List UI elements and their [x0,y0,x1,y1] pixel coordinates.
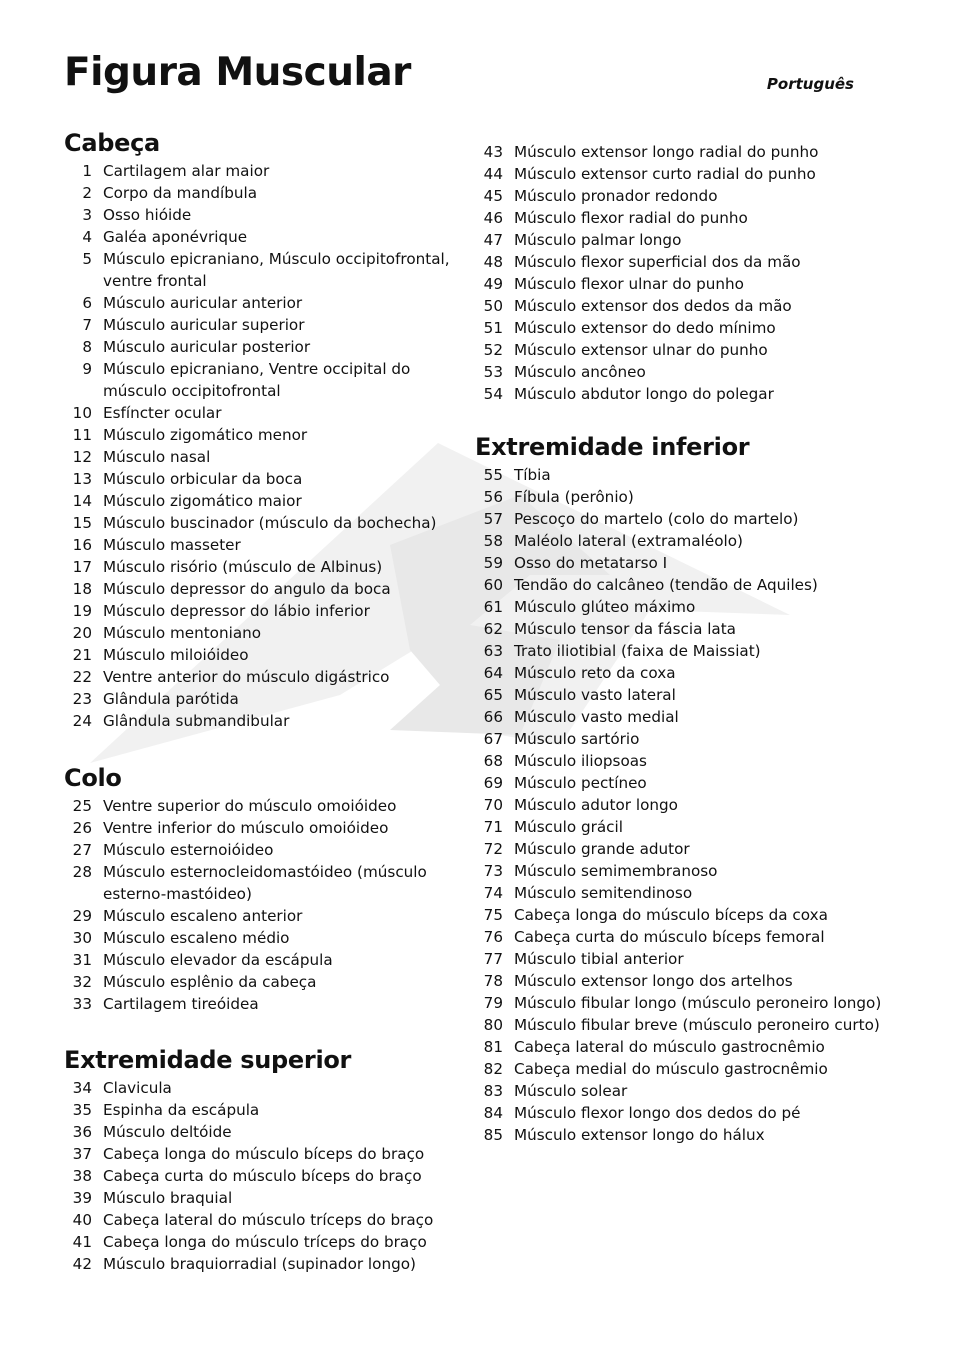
list-item [475,684,895,706]
item-number: 16 [72,536,92,554]
item-label: Músculo orbicular da boca [103,470,303,488]
item-label: Músculo grande adutor [514,840,690,858]
item-number: 33 [72,995,92,1013]
item-number: 23 [72,690,92,708]
item-number: 18 [72,580,92,598]
item-label: Músculo masseter [103,536,241,554]
item-number: 75 [483,906,503,924]
item-number: 80 [483,1016,503,1034]
list-item [475,882,895,904]
section-colo [64,761,464,1015]
list-item [64,424,464,446]
item-label: Músculo escaleno médio [103,929,290,947]
list-item [64,204,464,226]
item-label: Osso hióide [103,206,192,224]
item-number: 46 [483,209,503,227]
item-number: 49 [483,275,503,293]
item-label: Cabeça lateral do músculo gastrocnêmio [514,1038,825,1056]
item-label: Músculo flexor ulnar do punho [514,275,744,293]
list-item [64,534,464,556]
list-item [64,556,464,578]
item-label: Músculo flexor radial do punho [514,209,748,227]
item-label: Cabeça curta do músculo bíceps do braço [103,1167,422,1185]
item-number: 47 [483,231,503,249]
item-label: Fíbula (perônio) [514,488,634,506]
item-number: 3 [82,206,92,224]
section-extremidade-inferior [475,430,895,1146]
item-label: Músculo miloióideo [103,646,249,664]
item-number: 6 [82,294,92,312]
list-item [64,446,464,468]
item-label: Cartilagem tireóidea [103,995,259,1013]
list-item [475,662,895,684]
item-number: 45 [483,187,503,205]
list-item [475,207,895,229]
item-number: 27 [72,841,92,859]
item-number: 8 [82,338,92,356]
item-label: Cabeça medial do músculo gastrocnêmio [514,1060,828,1078]
item-number: 55 [483,466,503,484]
item-list [64,795,464,1015]
item-label: Músculo braquiorradial (supinador longo) [103,1255,416,1273]
list-item [64,336,464,358]
item-label: Músculo depressor do lábio inferior [103,602,370,620]
list-item [64,1187,464,1209]
list-item [64,292,464,314]
list-item [475,508,895,530]
list-item [475,640,895,662]
list-item [475,317,895,339]
item-label: Músculo zigomático menor [103,426,308,444]
item-number: 81 [483,1038,503,1056]
item-number: 42 [72,1255,92,1273]
item-label: Músculo nasal [103,448,211,466]
item-number: 53 [483,363,503,381]
item-label: Cabeça curta do músculo bíceps femoral [514,928,825,946]
item-label: Cabeça longa do músculo bíceps do braço [103,1145,425,1163]
item-label: Músculo elevador da escápula [103,951,333,969]
item-label: Maléolo lateral (extramaléolo) [514,532,743,550]
item-number: 54 [483,385,503,403]
item-label: Trato iliotibial (faixa de Maissiat) [514,642,761,660]
item-label: Músculo solear [514,1082,628,1100]
list-item [64,949,464,971]
item-number: 10 [72,404,92,422]
item-number: 7 [82,316,92,334]
item-label: Glândula parótida [103,690,239,708]
item-label: Músculo auricular superior [103,316,305,334]
item-label: Músculo esternocleidomastóideo (músculo esterno-mastóideo) [103,863,427,903]
list-item [64,182,464,204]
item-label: Músculo sartório [514,730,640,748]
item-label: Músculo escaleno anterior [103,907,303,925]
item-label: Músculo palmar longo [514,231,682,249]
item-number: 59 [483,554,503,572]
item-number: 57 [483,510,503,528]
item-list [475,141,895,405]
item-label: Músculo semimembranoso [514,862,718,880]
list-item [475,273,895,295]
list-item [64,358,464,402]
list-item [475,464,895,486]
list-item [475,948,895,970]
item-number: 13 [72,470,92,488]
section-cabeca [64,126,464,732]
item-number: 39 [72,1189,92,1207]
item-list [64,1077,464,1275]
item-number: 48 [483,253,503,271]
item-number: 1 [82,162,92,180]
item-label: Músculo braquial [103,1189,233,1207]
page-title: Figura Muscular [64,50,411,95]
item-label: Clavicula [103,1079,172,1097]
item-label: Tíbia [514,466,551,484]
list-item [475,552,895,574]
item-label: Músculo depressor do angulo da boca [103,580,391,598]
item-label: Músculo auricular posterior [103,338,311,356]
item-label: Músculo flexor longo dos dedos do pé [514,1104,801,1122]
item-label: Cabeça longa do músculo tríceps do braço [103,1233,427,1251]
item-label: Cabeça longa do músculo bíceps da coxa [514,906,828,924]
section-extremidade-superior [64,1045,464,1275]
item-number: 38 [72,1167,92,1185]
item-number: 74 [483,884,503,902]
list-item [475,1102,895,1124]
item-number: 32 [72,973,92,991]
item-number: 44 [483,165,503,183]
item-label: Músculo epicraniano, Músculo occipitofrontal, ventre frontal [103,250,450,290]
list-item [64,160,464,182]
item-list [64,160,464,732]
item-label: Músculo ancôneo [514,363,646,381]
list-item [475,1124,895,1146]
item-number: 72 [483,840,503,858]
item-number: 28 [72,863,92,881]
item-label: Músculo zigomático maior [103,492,302,510]
list-item [64,1231,464,1253]
list-item [64,927,464,949]
list-item [475,618,895,640]
list-item [475,1058,895,1080]
list-item [64,1077,464,1099]
item-label: Músculo fibular longo (músculo peroneiro longo) [514,994,882,1012]
list-item [475,1036,895,1058]
list-item [475,574,895,596]
item-number: 25 [72,797,92,815]
item-label: Ventre inferior do músculo omoióideo [103,819,389,837]
item-list [475,464,895,1146]
item-number: 35 [72,1101,92,1119]
list-item [475,970,895,992]
list-item [475,185,895,207]
section-heading: Cabeça [64,129,160,157]
item-number: 61 [483,598,503,616]
list-item [475,706,895,728]
list-item [64,688,464,710]
section-heading: Extremidade inferior [475,433,750,461]
item-number: 76 [483,928,503,946]
section-heading: Colo [64,764,122,792]
item-number: 24 [72,712,92,730]
item-label: Músculo abdutor longo do polegar [514,385,774,403]
list-item [475,904,895,926]
item-label: Pescoço do martelo (colo do martelo) [514,510,799,528]
item-number: 68 [483,752,503,770]
item-number: 64 [483,664,503,682]
list-item [475,860,895,882]
list-item [475,838,895,860]
item-number: 69 [483,774,503,792]
list-item [475,141,895,163]
list-item [64,993,464,1015]
list-item [475,794,895,816]
list-item [475,383,895,405]
item-label: Músculo extensor longo radial do punho [514,143,819,161]
item-number: 30 [72,929,92,947]
item-label: Músculo deltóide [103,1123,232,1141]
item-number: 83 [483,1082,503,1100]
section-extremidade-superior-cont [475,141,895,405]
item-label: Músculo vasto lateral [514,686,676,704]
item-number: 52 [483,341,503,359]
list-item [64,1253,464,1275]
item-number: 20 [72,624,92,642]
item-label: Esfíncter ocular [103,404,222,422]
list-item [475,295,895,317]
item-label: Músculo esplênio da cabeça [103,973,317,991]
item-number: 82 [483,1060,503,1078]
list-item [64,402,464,424]
list-item [475,816,895,838]
item-number: 36 [72,1123,92,1141]
list-item [64,490,464,512]
item-label: Músculo pectíneo [514,774,647,792]
item-number: 22 [72,668,92,686]
list-item [64,1209,464,1231]
item-number: 60 [483,576,503,594]
item-label: Espinha da escápula [103,1101,260,1119]
item-number: 78 [483,972,503,990]
item-number: 14 [72,492,92,510]
list-item [64,839,464,861]
item-number: 2 [82,184,92,202]
item-label: Músculo esternoióideo [103,841,274,859]
list-item [64,512,464,534]
item-label: Músculo mentoniano [103,624,262,642]
item-number: 21 [72,646,92,664]
item-number: 5 [82,250,92,268]
item-label: Músculo vasto medial [514,708,679,726]
item-number: 9 [82,360,92,378]
list-item [64,468,464,490]
item-number: 73 [483,862,503,880]
item-number: 15 [72,514,92,532]
item-label: Músculo pronador redondo [514,187,718,205]
item-number: 63 [483,642,503,660]
list-item [64,1143,464,1165]
list-item [64,644,464,666]
item-number: 43 [483,143,503,161]
item-label: Músculo fibular breve (músculo peroneiro curto) [514,1016,880,1034]
list-item [475,530,895,552]
list-item [475,251,895,273]
list-item [64,578,464,600]
item-label: Músculo tibial anterior [514,950,684,968]
item-label: Músculo iliopsoas [514,752,647,770]
item-label: Cartilagem alar maior [103,162,270,180]
item-number: 50 [483,297,503,315]
item-number: 79 [483,994,503,1012]
item-label: Ventre anterior do músculo digástrico [103,668,390,686]
list-item [64,622,464,644]
list-item [475,772,895,794]
item-label: Músculo grácil [514,818,623,836]
item-number: 66 [483,708,503,726]
item-number: 62 [483,620,503,638]
item-number: 41 [72,1233,92,1251]
item-number: 37 [72,1145,92,1163]
list-item [475,728,895,750]
item-number: 71 [483,818,503,836]
list-item [475,163,895,185]
list-item [64,710,464,732]
item-number: 84 [483,1104,503,1122]
section-heading: Extremidade superior [64,1046,352,1074]
item-number: 11 [72,426,92,444]
list-item [475,596,895,618]
list-item [64,1099,464,1121]
item-label: Ventre superior do músculo omoióideo [103,797,397,815]
item-label: Músculo semitendinoso [514,884,693,902]
item-number: 29 [72,907,92,925]
item-label: Músculo adutor longo [514,796,678,814]
list-item [475,1080,895,1102]
item-label: Músculo extensor longo dos artelhos [514,972,793,990]
list-item [475,361,895,383]
item-label: Músculo auricular anterior [103,294,303,312]
item-number: 70 [483,796,503,814]
item-label: Músculo reto da coxa [514,664,676,682]
list-item [64,817,464,839]
item-number: 31 [72,951,92,969]
item-number: 19 [72,602,92,620]
list-item [475,486,895,508]
item-number: 40 [72,1211,92,1229]
list-item [475,992,895,1014]
item-label: Músculo glúteo máximo [514,598,696,616]
list-item [64,226,464,248]
item-label: Músculo extensor curto radial do punho [514,165,816,183]
item-label: Galéa aponévrique [103,228,248,246]
item-label: Tendão do calcâneo (tendão de Aquiles) [514,576,818,594]
list-item [64,314,464,336]
item-label: Músculo extensor longo do hálux [514,1126,765,1144]
list-item [475,229,895,251]
list-item [64,1165,464,1187]
item-number: 26 [72,819,92,837]
item-label: Músculo epicraniano, Ventre occipital do músculo occipitofrontal [103,360,411,400]
item-number: 17 [72,558,92,576]
item-label: Cabeça lateral do músculo tríceps do braço [103,1211,434,1229]
item-number: 12 [72,448,92,466]
list-item [64,905,464,927]
list-item [475,1014,895,1036]
list-item [64,666,464,688]
item-number: 56 [483,488,503,506]
list-item [64,1121,464,1143]
item-label: Músculo extensor ulnar do punho [514,341,768,359]
list-item [64,248,464,292]
item-number: 51 [483,319,503,337]
item-label: Osso do metatarso I [514,554,668,572]
item-number: 85 [483,1126,503,1144]
item-label: Glândula submandibular [103,712,290,730]
item-number: 34 [72,1079,92,1097]
item-number: 58 [483,532,503,550]
list-item [475,339,895,361]
list-item [475,750,895,772]
language-label: Português [766,75,854,93]
item-label: Músculo extensor do dedo mínimo [514,319,776,337]
item-label: Músculo tensor da fáscia lata [514,620,736,638]
item-number: 77 [483,950,503,968]
item-label: Músculo buscinador (músculo da bochecha) [103,514,437,532]
item-number: 65 [483,686,503,704]
list-item [64,795,464,817]
list-item [64,861,464,905]
item-label: Músculo risório (músculo de Albinus) [103,558,383,576]
list-item [64,971,464,993]
item-label: Corpo da mandíbula [103,184,258,202]
item-label: Músculo flexor superficial dos da mão [514,253,801,271]
item-label: Músculo extensor dos dedos da mão [514,297,792,315]
item-number: 67 [483,730,503,748]
list-item [475,926,895,948]
item-number: 4 [82,228,92,246]
list-item [64,600,464,622]
